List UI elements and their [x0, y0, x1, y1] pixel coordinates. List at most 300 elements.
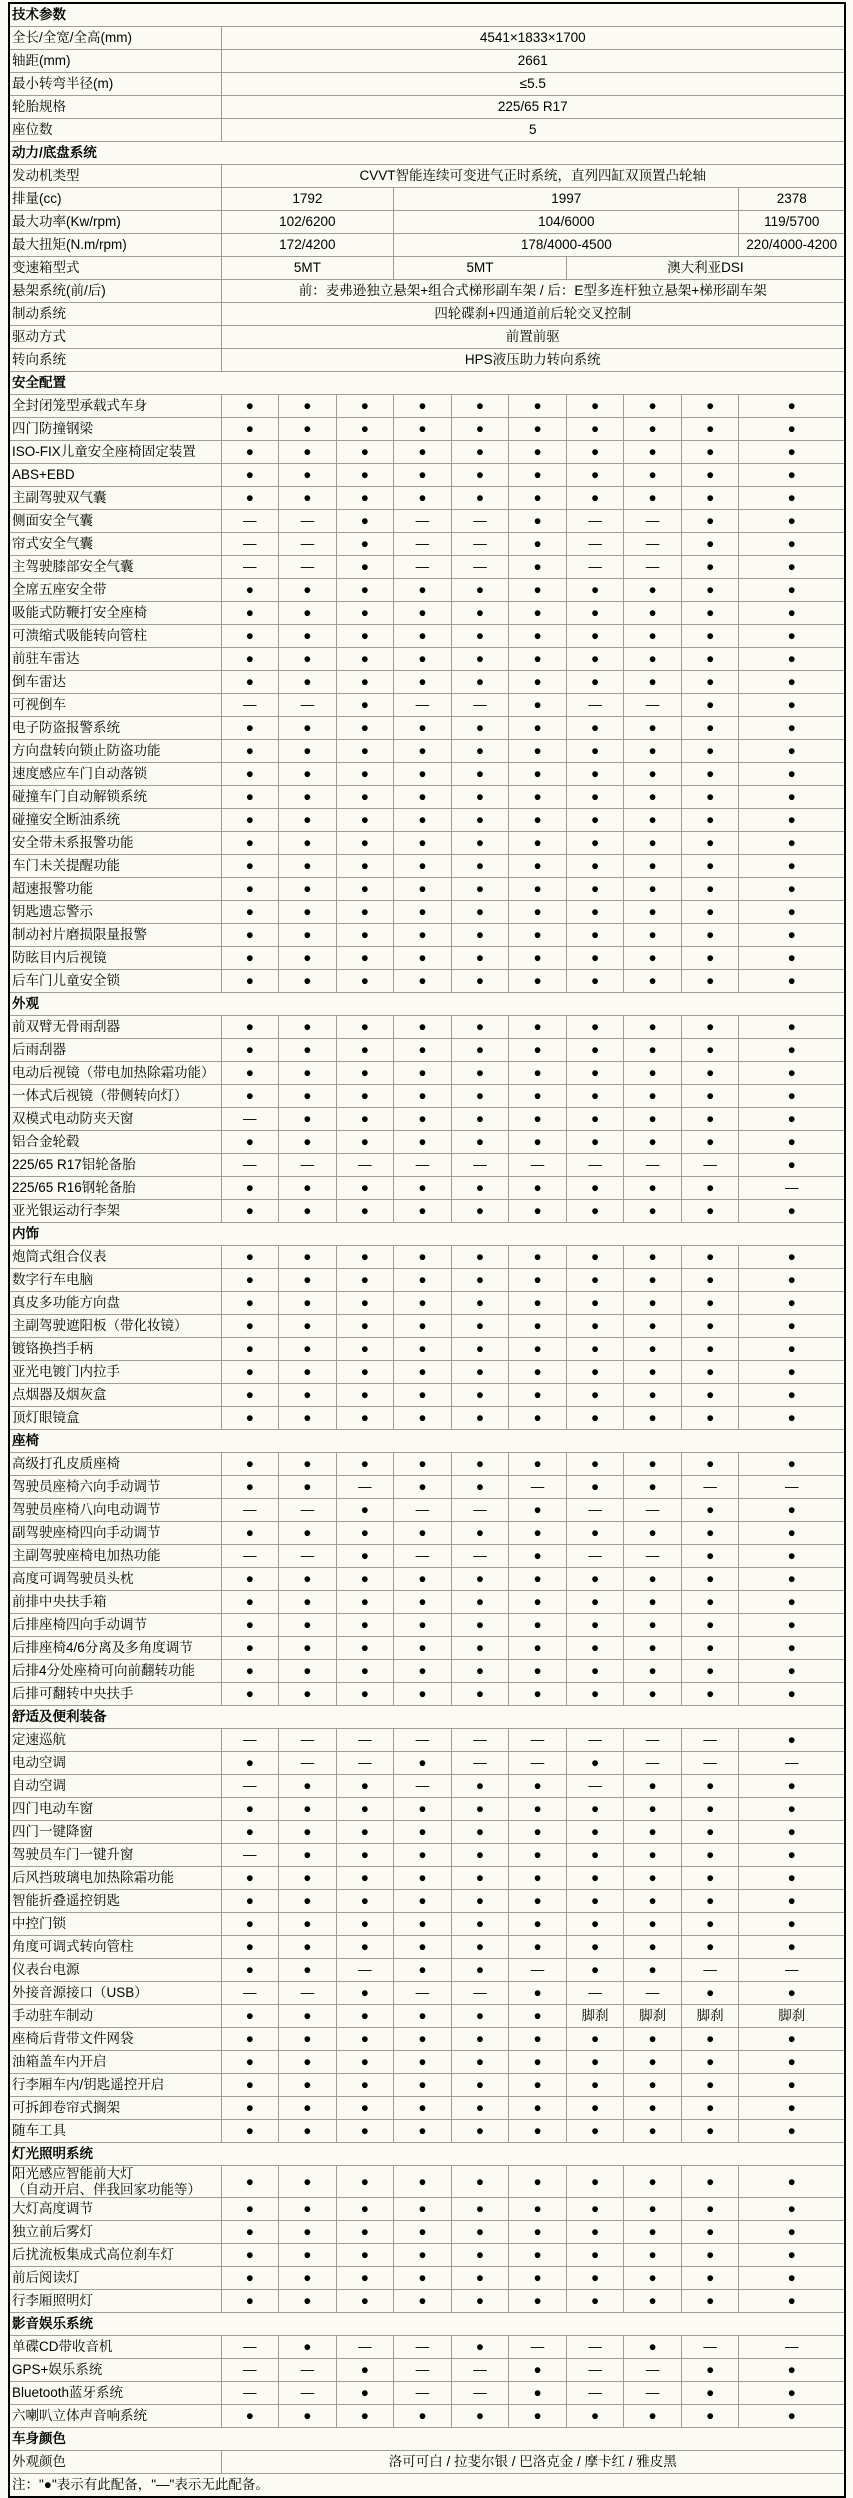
- spec-row: [9, 510, 845, 533]
- feature-available-mark: ●: [336, 2267, 394, 2290]
- feature-available-mark: ●: [394, 1913, 452, 1936]
- feature-available-mark: ●: [336, 1798, 394, 1821]
- spec-value: 102/6200: [221, 211, 394, 234]
- feature-available-mark: ●: [451, 878, 509, 901]
- feature-available-mark: ●: [566, 1177, 624, 1200]
- feature-available-mark: ●: [624, 1476, 682, 1499]
- spec-value: CVVT智能连续可变进气正时系统，直列四缸双顶置凸轮轴: [221, 165, 845, 188]
- feature-available-mark: ●: [739, 2359, 845, 2382]
- feature-available-mark: ●: [279, 2221, 337, 2244]
- feature-unavailable-mark: —: [509, 1154, 567, 1177]
- feature-available-mark: ●: [394, 832, 452, 855]
- feature-available-mark: ●: [509, 901, 567, 924]
- spec-label: 后扰流板集成式高位刹车灯: [9, 2244, 221, 2267]
- feature-available-mark: ●: [221, 602, 279, 625]
- spec-label: 悬架系统(前/后): [9, 280, 221, 303]
- feature-available-mark: ●: [739, 2290, 845, 2313]
- spec-label: 后排可翻转中央扶手: [9, 1683, 221, 1706]
- feature-available-mark: ●: [509, 1844, 567, 1867]
- spec-row: [9, 1591, 845, 1614]
- feature-available-mark: ●: [681, 786, 739, 809]
- feature-available-mark: ●: [739, 1292, 845, 1315]
- feature-available-mark: ●: [451, 717, 509, 740]
- feature-available-mark: ●: [509, 1131, 567, 1154]
- feature-available-mark: ●: [451, 809, 509, 832]
- feature-available-mark: ●: [509, 487, 567, 510]
- feature-available-mark: ●: [279, 579, 337, 602]
- feature-available-mark: ●: [739, 1936, 845, 1959]
- feature-available-mark: ●: [566, 901, 624, 924]
- feature-available-mark: ●: [509, 970, 567, 993]
- spec-label: 座位数: [9, 119, 221, 142]
- feature-available-mark: ●: [739, 1637, 845, 1660]
- spec-label: 电动后视镜（带电加热除霜功能）: [9, 1062, 221, 1085]
- feature-available-mark: ●: [279, 947, 337, 970]
- spec-row: [9, 1338, 845, 1361]
- spec-row: [9, 1729, 845, 1752]
- spec-row: [9, 1177, 845, 1200]
- feature-available-mark: ●: [394, 395, 452, 418]
- feature-available-mark: ●: [451, 464, 509, 487]
- section-header: 动力/底盘系统: [9, 142, 845, 165]
- feature-available-mark: ●: [336, 2244, 394, 2267]
- feature-available-mark: ●: [336, 1867, 394, 1890]
- feature-available-mark: ●: [451, 1200, 509, 1223]
- feature-unavailable-mark: —: [451, 556, 509, 579]
- feature-available-mark: ●: [566, 1085, 624, 1108]
- feature-available-mark: ●: [624, 602, 682, 625]
- feature-available-mark: ●: [279, 1315, 337, 1338]
- feature-available-mark: ●: [336, 924, 394, 947]
- feature-available-mark: ●: [566, 2198, 624, 2221]
- feature-available-mark: ●: [681, 1246, 739, 1269]
- spec-row: [9, 671, 845, 694]
- feature-available-mark: ●: [279, 464, 337, 487]
- feature-unavailable-mark: —: [394, 510, 452, 533]
- spec-label: 外观颜色: [9, 2451, 221, 2474]
- feature-available-mark: ●: [451, 970, 509, 993]
- feature-unavailable-mark: —: [394, 2359, 452, 2382]
- spec-row: [9, 1890, 845, 1913]
- feature-available-mark: ●: [509, 1384, 567, 1407]
- feature-available-mark: ●: [566, 2028, 624, 2051]
- feature-available-mark: ●: [279, 1384, 337, 1407]
- feature-available-mark: ●: [221, 464, 279, 487]
- feature-unavailable-mark: —: [624, 1729, 682, 1752]
- feature-unavailable-mark: —: [336, 1729, 394, 1752]
- feature-available-mark: ●: [739, 1683, 845, 1706]
- feature-available-mark: ●: [509, 1246, 567, 1269]
- feature-available-mark: ●: [739, 1867, 845, 1890]
- feature-available-mark: ●: [566, 947, 624, 970]
- spec-value: 225/65 R17: [221, 96, 845, 119]
- feature-available-mark: ●: [451, 2267, 509, 2290]
- feature-available-mark: ●: [336, 1614, 394, 1637]
- spec-value: 178/4000-4500: [394, 234, 739, 257]
- feature-available-mark: ●: [509, 855, 567, 878]
- feature-available-mark: ●: [221, 487, 279, 510]
- spec-label: 方向盘转向锁止防盗功能: [9, 740, 221, 763]
- section-header: 灯光照明系统: [9, 2143, 845, 2166]
- feature-available-mark: ●: [566, 2051, 624, 2074]
- spec-value: 四轮碟刹+四通道前后轮交叉控制: [221, 303, 845, 326]
- feature-available-mark: ●: [566, 1867, 624, 1890]
- feature-available-mark: ●: [681, 1200, 739, 1223]
- feature-available-mark: ●: [681, 1913, 739, 1936]
- feature-available-mark: ●: [394, 855, 452, 878]
- feature-available-mark: ●: [566, 2166, 624, 2198]
- spec-label: 真皮多功能方向盘: [9, 1292, 221, 1315]
- section-row: [9, 2428, 845, 2451]
- note-row: [9, 2474, 845, 2498]
- feature-available-mark: ●: [279, 763, 337, 786]
- feature-available-mark: ●: [336, 395, 394, 418]
- feature-available-mark: ●: [509, 2221, 567, 2244]
- feature-available-mark: ●: [336, 1660, 394, 1683]
- spec-row: [9, 303, 845, 326]
- feature-available-mark: ●: [681, 2290, 739, 2313]
- feature-available-mark: ●: [336, 1292, 394, 1315]
- feature-available-mark: ●: [681, 740, 739, 763]
- spec-row: [9, 1821, 845, 1844]
- feature-unavailable-mark: —: [624, 556, 682, 579]
- feature-unavailable-mark: —: [394, 1775, 452, 1798]
- feature-available-mark: ●: [566, 602, 624, 625]
- spec-label: 前双臂无骨雨刮器: [9, 1016, 221, 1039]
- feature-available-mark: ●: [509, 2051, 567, 2074]
- feature-available-mark: ●: [279, 602, 337, 625]
- spec-row: [9, 349, 845, 372]
- feature-available-mark: ●: [336, 648, 394, 671]
- feature-available-mark: ●: [221, 1568, 279, 1591]
- spec-label: 亚光电镀门内拉手: [9, 1361, 221, 1384]
- spec-row: [9, 1798, 845, 1821]
- feature-available-mark: ●: [336, 2097, 394, 2120]
- spec-label: 最小转弯半径(m): [9, 73, 221, 96]
- feature-available-mark: ●: [509, 809, 567, 832]
- feature-unavailable-mark: —: [566, 2336, 624, 2359]
- feature-available-mark: ●: [681, 1177, 739, 1200]
- spec-label: 后车门儿童安全锁: [9, 970, 221, 993]
- feature-available-mark: ●: [624, 1177, 682, 1200]
- spec-row: [9, 1775, 845, 1798]
- feature-unavailable-mark: —: [221, 1982, 279, 2005]
- spec-row: [9, 2244, 845, 2267]
- feature-unavailable-mark: —: [566, 510, 624, 533]
- spec-label: 后排座椅4/6分离及多角度调节: [9, 1637, 221, 1660]
- feature-available-mark: ●: [566, 1568, 624, 1591]
- feature-available-mark: ●: [221, 1522, 279, 1545]
- feature-available-mark: ●: [739, 1016, 845, 1039]
- feature-available-mark: ●: [681, 1062, 739, 1085]
- spec-label: 数字行车电脑: [9, 1269, 221, 1292]
- feature-available-mark: ●: [624, 740, 682, 763]
- spec-row: [9, 2221, 845, 2244]
- spec-row: [9, 1660, 845, 1683]
- feature-available-mark: ●: [451, 1085, 509, 1108]
- feature-unavailable-mark: —: [221, 2336, 279, 2359]
- feature-available-mark: ●: [221, 1085, 279, 1108]
- feature-available-mark: ●: [509, 1591, 567, 1614]
- feature-available-mark: ●: [394, 1637, 452, 1660]
- feature-available-mark: ●: [624, 1614, 682, 1637]
- feature-available-mark: ●: [336, 1062, 394, 1085]
- spec-row: [9, 579, 845, 602]
- feature-available-mark: ●: [279, 1177, 337, 1200]
- spec-row: [9, 1453, 845, 1476]
- spec-label: 炮筒式组合仪表: [9, 1246, 221, 1269]
- feature-available-mark: ●: [681, 602, 739, 625]
- feature-available-mark: ●: [739, 2051, 845, 2074]
- feature-available-mark: ●: [681, 2051, 739, 2074]
- section-header: 舒适及便利装备: [9, 1706, 845, 1729]
- feature-note-cell: 脚刹: [681, 2005, 739, 2028]
- feature-available-mark: ●: [566, 1453, 624, 1476]
- feature-available-mark: ●: [221, 2267, 279, 2290]
- feature-available-mark: ●: [221, 1062, 279, 1085]
- feature-available-mark: ●: [394, 1959, 452, 1982]
- feature-unavailable-mark: —: [451, 510, 509, 533]
- feature-available-mark: ●: [566, 1522, 624, 1545]
- spec-row: [9, 2336, 845, 2359]
- feature-available-mark: ●: [221, 2244, 279, 2267]
- feature-available-mark: ●: [566, 1959, 624, 1982]
- spec-row: [9, 2290, 845, 2313]
- feature-available-mark: ●: [394, 2244, 452, 2267]
- feature-available-mark: ●: [509, 947, 567, 970]
- feature-note-cell: 脚刹: [566, 2005, 624, 2028]
- feature-available-mark: ●: [336, 1246, 394, 1269]
- feature-available-mark: ●: [394, 1108, 452, 1131]
- feature-unavailable-mark: —: [279, 1499, 337, 1522]
- feature-available-mark: ●: [221, 901, 279, 924]
- feature-available-mark: ●: [221, 1269, 279, 1292]
- feature-available-mark: ●: [624, 2244, 682, 2267]
- feature-available-mark: ●: [279, 1798, 337, 1821]
- feature-available-mark: ●: [681, 1499, 739, 1522]
- feature-available-mark: ●: [279, 1867, 337, 1890]
- feature-available-mark: ●: [681, 1085, 739, 1108]
- feature-available-mark: ●: [681, 1614, 739, 1637]
- feature-available-mark: ●: [624, 717, 682, 740]
- feature-available-mark: ●: [739, 1982, 845, 2005]
- feature-available-mark: ●: [681, 2382, 739, 2405]
- feature-available-mark: ●: [739, 740, 845, 763]
- feature-available-mark: ●: [509, 1775, 567, 1798]
- feature-available-mark: ●: [394, 671, 452, 694]
- feature-available-mark: ●: [279, 1131, 337, 1154]
- feature-available-mark: ●: [279, 2290, 337, 2313]
- feature-available-mark: ●: [739, 717, 845, 740]
- feature-available-mark: ●: [394, 1338, 452, 1361]
- feature-available-mark: ●: [221, 763, 279, 786]
- feature-available-mark: ●: [221, 671, 279, 694]
- feature-available-mark: ●: [624, 1798, 682, 1821]
- feature-unavailable-mark: —: [624, 1752, 682, 1775]
- spec-label: 驾驶员座椅六向手动调节: [9, 1476, 221, 1499]
- spec-row: [9, 188, 845, 211]
- feature-available-mark: ●: [394, 2198, 452, 2221]
- feature-available-mark: ●: [566, 763, 624, 786]
- feature-available-mark: ●: [681, 947, 739, 970]
- feature-available-mark: ●: [566, 2405, 624, 2428]
- spec-row: [9, 809, 845, 832]
- feature-unavailable-mark: —: [221, 1729, 279, 1752]
- feature-available-mark: ●: [739, 441, 845, 464]
- feature-available-mark: ●: [336, 1545, 394, 1568]
- feature-available-mark: ●: [624, 1453, 682, 1476]
- feature-available-mark: ●: [336, 1683, 394, 1706]
- spec-row: [9, 1959, 845, 1982]
- spec-row: [9, 694, 845, 717]
- feature-available-mark: ●: [221, 1637, 279, 1660]
- feature-available-mark: ●: [509, 1982, 567, 2005]
- spec-label: 中控门锁: [9, 1913, 221, 1936]
- feature-available-mark: ●: [681, 2120, 739, 2143]
- spec-label: 高级打孔皮质座椅: [9, 1453, 221, 1476]
- feature-unavailable-mark: —: [336, 1154, 394, 1177]
- spec-label: 侧面安全气囊: [9, 510, 221, 533]
- feature-available-mark: ●: [336, 786, 394, 809]
- feature-available-mark: ●: [221, 1821, 279, 1844]
- feature-available-mark: ●: [681, 1683, 739, 1706]
- feature-available-mark: ●: [624, 924, 682, 947]
- feature-available-mark: ●: [739, 809, 845, 832]
- feature-available-mark: ●: [221, 1936, 279, 1959]
- feature-available-mark: ●: [394, 2405, 452, 2428]
- feature-available-mark: ●: [451, 2336, 509, 2359]
- feature-available-mark: ●: [566, 418, 624, 441]
- spec-label: 防眩目内后视镜: [9, 947, 221, 970]
- spec-row: [9, 1269, 845, 1292]
- spec-label: 行李厢照明灯: [9, 2290, 221, 2313]
- feature-available-mark: ●: [681, 1039, 739, 1062]
- feature-unavailable-mark: —: [279, 510, 337, 533]
- feature-available-mark: ●: [336, 1568, 394, 1591]
- spec-value: 2378: [739, 188, 845, 211]
- feature-available-mark: ●: [739, 2166, 845, 2198]
- feature-available-mark: ●: [451, 1959, 509, 1982]
- feature-available-mark: ●: [221, 1407, 279, 1430]
- spec-label: 亚光银运动行李架: [9, 1200, 221, 1223]
- spec-row: [9, 1154, 845, 1177]
- feature-available-mark: ●: [624, 1522, 682, 1545]
- spec-label: 阳光感应智能前大灯 （自动开启、伴我回家功能等）: [9, 2166, 221, 2198]
- spec-label: 四门防撞钢梁: [9, 418, 221, 441]
- feature-unavailable-mark: —: [451, 1154, 509, 1177]
- feature-available-mark: ●: [566, 855, 624, 878]
- feature-available-mark: ●: [681, 2359, 739, 2382]
- feature-available-mark: ●: [739, 694, 845, 717]
- feature-available-mark: ●: [336, 1384, 394, 1407]
- feature-available-mark: ●: [279, 487, 337, 510]
- feature-available-mark: ●: [451, 1660, 509, 1683]
- feature-available-mark: ●: [394, 1016, 452, 1039]
- spec-row: [9, 533, 845, 556]
- feature-available-mark: ●: [451, 1913, 509, 1936]
- feature-available-mark: ●: [566, 579, 624, 602]
- feature-available-mark: ●: [739, 395, 845, 418]
- feature-available-mark: ●: [451, 2120, 509, 2143]
- feature-available-mark: ●: [624, 1568, 682, 1591]
- feature-available-mark: ●: [624, 970, 682, 993]
- feature-available-mark: ●: [336, 855, 394, 878]
- spec-label: 大灯高度调节: [9, 2198, 221, 2221]
- spec-label: 轴距(mm): [9, 50, 221, 73]
- feature-available-mark: ●: [739, 1453, 845, 1476]
- feature-available-mark: ●: [279, 648, 337, 671]
- feature-available-mark: ●: [451, 671, 509, 694]
- feature-available-mark: ●: [221, 1614, 279, 1637]
- feature-available-mark: ●: [279, 441, 337, 464]
- feature-unavailable-mark: —: [509, 1476, 567, 1499]
- feature-available-mark: ●: [394, 1476, 452, 1499]
- feature-available-mark: ●: [566, 1200, 624, 1223]
- feature-available-mark: ●: [566, 924, 624, 947]
- feature-available-mark: ●: [221, 1913, 279, 1936]
- spec-row: [9, 1361, 845, 1384]
- feature-unavailable-mark: —: [451, 1545, 509, 1568]
- spec-row: [9, 1407, 845, 1430]
- feature-available-mark: ●: [279, 1959, 337, 1982]
- spec-label: 铝合金轮毂: [9, 1131, 221, 1154]
- feature-unavailable-mark: —: [394, 1499, 452, 1522]
- feature-available-mark: ●: [624, 2120, 682, 2143]
- feature-unavailable-mark: —: [279, 694, 337, 717]
- feature-available-mark: ●: [624, 648, 682, 671]
- spec-label: 顶灯眼镜盒: [9, 1407, 221, 1430]
- spec-row: [9, 1982, 845, 2005]
- feature-available-mark: ●: [451, 2166, 509, 2198]
- feature-available-mark: ●: [336, 1200, 394, 1223]
- feature-available-mark: ●: [509, 1821, 567, 1844]
- feature-unavailable-mark: —: [394, 2336, 452, 2359]
- feature-available-mark: ●: [451, 2290, 509, 2313]
- spec-row: [9, 855, 845, 878]
- feature-available-mark: ●: [336, 2120, 394, 2143]
- feature-available-mark: ●: [624, 832, 682, 855]
- spec-row: [9, 280, 845, 303]
- feature-unavailable-mark: —: [509, 1752, 567, 1775]
- spec-label: 最大扭矩(N.m/rpm): [9, 234, 221, 257]
- spec-row: [9, 1752, 845, 1775]
- feature-available-mark: ●: [394, 648, 452, 671]
- feature-available-mark: ●: [279, 970, 337, 993]
- feature-available-mark: ●: [279, 1476, 337, 1499]
- feature-available-mark: ●: [566, 1821, 624, 1844]
- feature-available-mark: ●: [681, 2166, 739, 2198]
- spec-label: 电子防盗报警系统: [9, 717, 221, 740]
- feature-unavailable-mark: —: [451, 1982, 509, 2005]
- feature-available-mark: ●: [336, 1269, 394, 1292]
- spec-row: [9, 970, 845, 993]
- spec-label: GPS+娱乐系统: [9, 2359, 221, 2382]
- feature-unavailable-mark: —: [739, 1177, 845, 1200]
- feature-available-mark: ●: [394, 2221, 452, 2244]
- feature-available-mark: ●: [336, 1982, 394, 2005]
- feature-unavailable-mark: —: [451, 533, 509, 556]
- feature-available-mark: ●: [451, 2051, 509, 2074]
- feature-available-mark: ●: [394, 809, 452, 832]
- feature-available-mark: ●: [509, 510, 567, 533]
- feature-available-mark: ●: [624, 1936, 682, 1959]
- feature-available-mark: ●: [279, 1775, 337, 1798]
- feature-available-mark: ●: [279, 1660, 337, 1683]
- feature-available-mark: ●: [681, 1269, 739, 1292]
- feature-available-mark: ●: [279, 2244, 337, 2267]
- feature-available-mark: ●: [739, 1890, 845, 1913]
- feature-available-mark: ●: [394, 464, 452, 487]
